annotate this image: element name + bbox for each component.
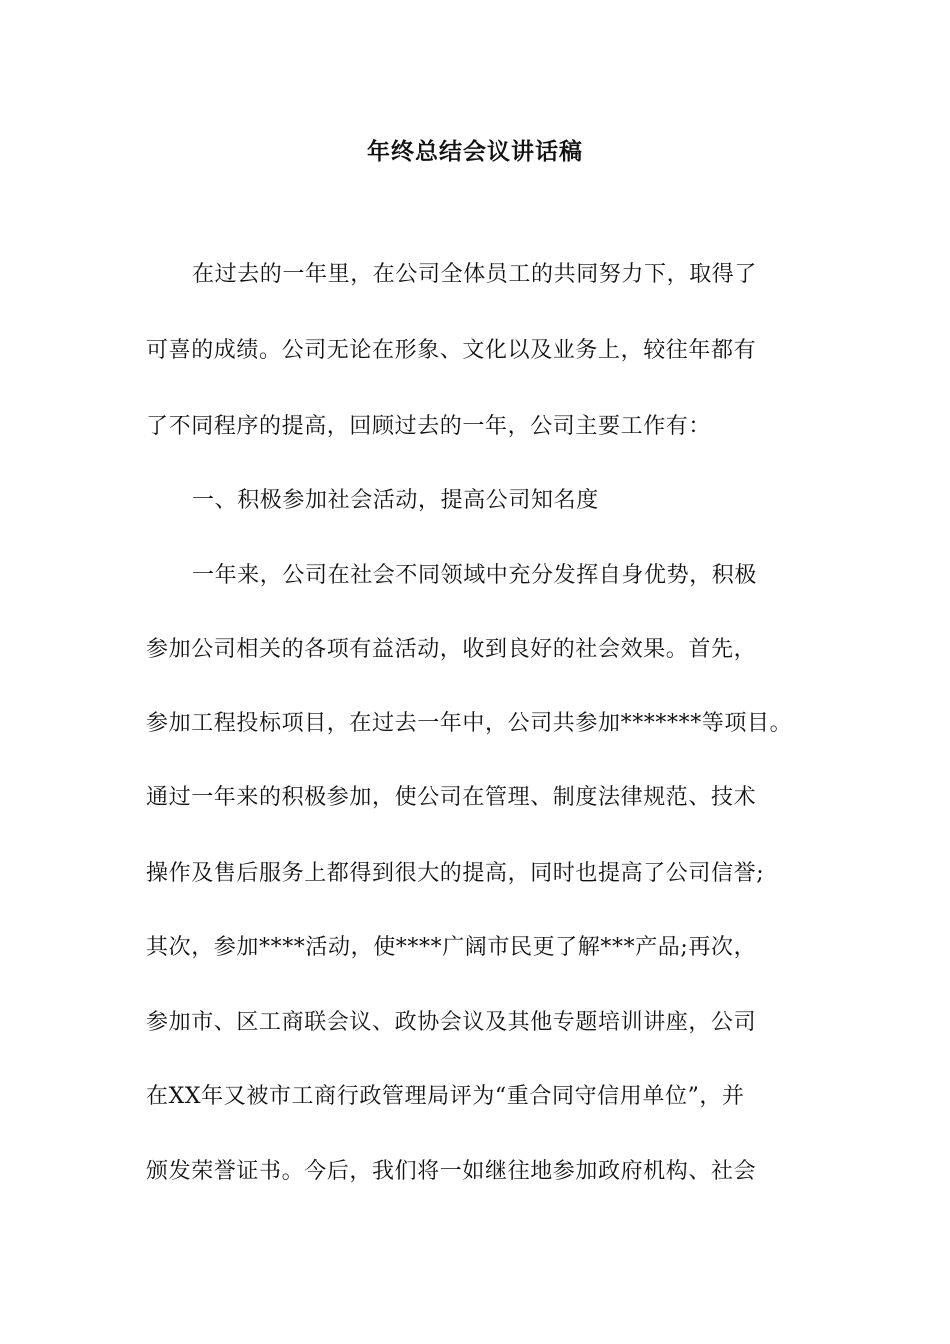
paragraph-line: 参加工程投标项目，在过去一年中，公司共参加*******等项目。 — [146, 711, 793, 736]
paragraph-line: 了不同程序的提高，回顾过去的一年，公司主要工作有： — [146, 414, 712, 439]
paragraph-line: 一年来，公司在社会不同领域中充分发挥自身优势，积极 — [192, 563, 758, 588]
paragraph-line: 可喜的成绩。公司无论在形象、文化以及业务上，较往年都有 — [146, 338, 757, 363]
section-heading: 一、积极参加社会活动，提高公司知名度 — [192, 488, 599, 513]
paragraph-line: 参加市、区工商联会议、政协会议及其他专题培训讲座，公司 — [146, 1010, 757, 1035]
paragraph-line: 其次，参加****活动，使****广阔市民更了解***产品;再次， — [146, 935, 757, 960]
document-title: 年终总结会议讲话稿 — [367, 138, 583, 165]
paragraph-line: 操作及售后服务上都得到很大的提高，同时也提高了公司信誉; — [146, 861, 765, 886]
paragraph-line: 颁发荣誉证书。今后，我们将一如继往地参加政府机构、社会 — [146, 1159, 757, 1184]
paragraph-line: 通过一年来的积极参加，使公司在管理、制度法律规范、技术 — [146, 785, 757, 810]
paragraph-line: 在XX年又被市工商行政管理局评为“重合同守信用单位”，并 — [146, 1084, 745, 1109]
paragraph-line: 参加公司相关的各项有益活动，收到良好的社会效果。首先， — [146, 637, 757, 662]
paragraph-line: 在过去的一年里，在公司全体员工的共同努力下，取得了 — [192, 262, 758, 287]
